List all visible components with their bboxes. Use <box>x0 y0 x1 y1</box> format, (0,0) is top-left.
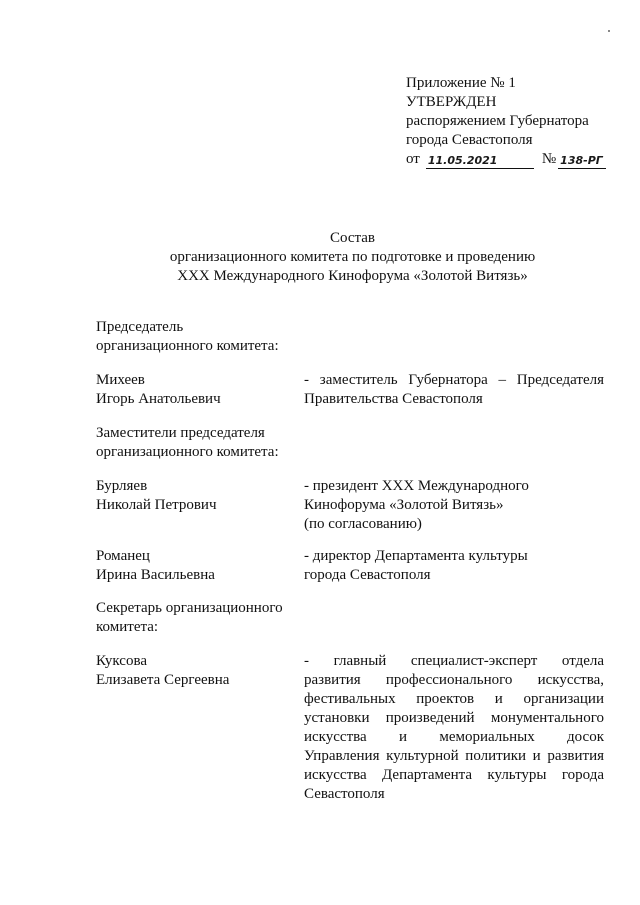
heading-title: Состав <box>329 230 375 246</box>
member-role: - директор Департамента культуры города Севастополя <box>304 548 528 583</box>
member-role: - главный специалист-эксперт отдела развития профессионального искусства, фестивальных проектов и организации установки произведений монументального искусства и мемориальных досок Управления культурной политики и развития искусства Департамента культуры города Севастополя <box>304 653 604 802</box>
handwritten-date: 11.05.2021 <box>426 154 534 169</box>
approval-date-line <box>406 150 616 169</box>
member-name: Романец Ирина Васильевна <box>96 548 215 583</box>
approved-stamp: УТВЕРЖДЕН <box>406 94 497 110</box>
deputies-section-label: Заместители председателя организационного комитета: <box>96 425 279 460</box>
heading-subtitle-1: организационного комитета по подготовке и проведению <box>169 249 536 265</box>
member-name: Михеев Игорь Анатольевич <box>96 372 221 407</box>
member-role: - президент XXX Международного Кинофорума «Золотой Витязь» (по согласованию) <box>304 478 529 532</box>
approval-city: города Севастополя <box>406 132 533 148</box>
document-heading <box>0 229 640 286</box>
approval-block <box>406 74 616 169</box>
handwritten-number: 138-РГ <box>558 154 606 169</box>
member-name: Куксова Елизавета Сергеевна <box>96 653 230 688</box>
date-prefix: от <box>406 151 420 167</box>
chairman-section-label: Председатель организационного комитета: <box>96 319 279 354</box>
scan-speck <box>608 30 610 32</box>
heading-subtitle-2: XXX Международного Кинофорума «Золотой Витязь» <box>177 268 528 284</box>
secretary-section-label: Секретарь организационного комитета: <box>96 600 283 635</box>
approval-authority: распоряжением Губернатора <box>406 113 589 129</box>
member-role: - заместитель Губернатора – Председателя Правительства Севастополя <box>304 372 604 407</box>
member-name: Бурляев Николай Петрович <box>96 478 217 513</box>
number-prefix: № <box>541 151 557 167</box>
appendix-number: Приложение № 1 <box>406 75 516 91</box>
